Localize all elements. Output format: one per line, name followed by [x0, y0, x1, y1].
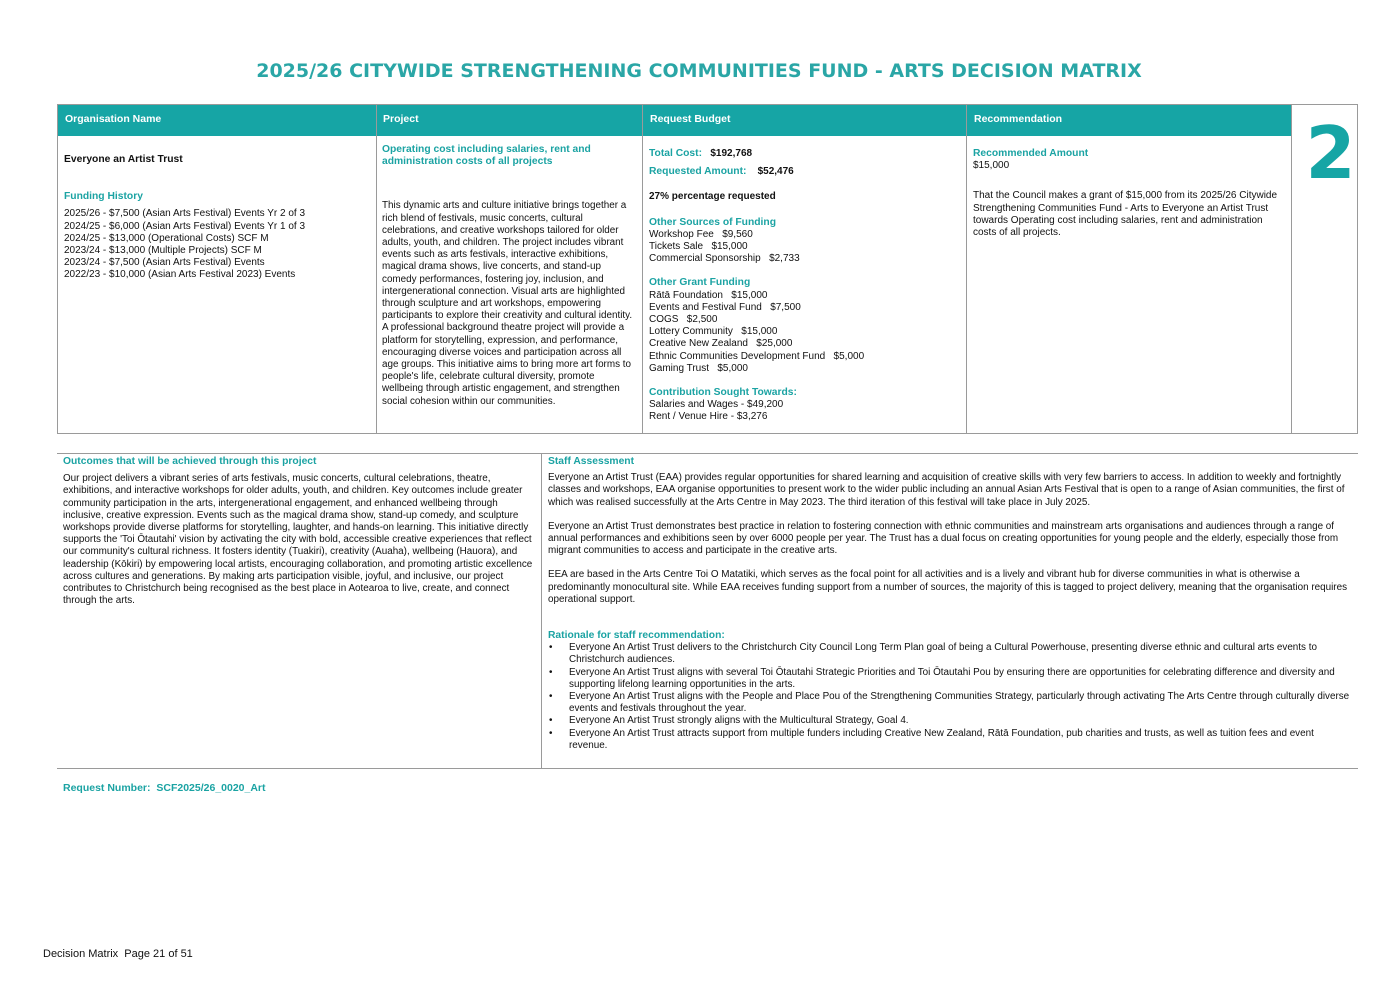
grant-amount: $25,000	[756, 338, 793, 350]
grant-amount: $5,000	[833, 350, 865, 362]
grant-amount: $15,000	[731, 289, 768, 301]
source-name: Workshop Fee	[649, 228, 714, 240]
header-recommendation: Recommendation	[967, 105, 1292, 136]
staff-paragraph: Everyone an Artist Trust demonstrates best practice in relation to fostering connection with ethnic communities and mainstream arts organisations and audiences through a range of annual performances and exhibitions seen by over 6000 people per year. The Trust has a dual focus on creating opportunities for young people and the elderly, especially those from migrant communities to access and participate in the creative arts.	[548, 520, 1339, 557]
requested-row	[649, 166, 960, 178]
grant-amount: $5,000	[717, 362, 748, 374]
staff-assessment-label: Staff Assessment	[548, 456, 635, 467]
request-number-label: Request Number:	[63, 782, 151, 794]
organisation-cell	[58, 136, 376, 433]
grant-amount: $7,500	[770, 301, 801, 313]
source-amount: $2,733	[769, 253, 800, 265]
funding-history-item: 2022/23 - $10,000 (Asian Arts Festival 2023) Events	[64, 269, 296, 281]
funding-history-item: 2024/25 - $13,000 (Operational Costs) SCF M	[64, 232, 269, 244]
header-organisation: Organisation Name	[58, 105, 376, 136]
column-divider	[1291, 105, 1292, 433]
grant-row	[649, 302, 960, 314]
funding-source-row	[649, 241, 960, 253]
organisation-name: Everyone an Artist Trust	[64, 154, 183, 165]
rationale-item: • Everyone An Artist Trust aligns with the People and Place Pou of the Strengthening Communities Strategy, particularly through activating The Arts Centre through culturally diverse events and festivals throughout the year.	[548, 691, 1352, 715]
grant-name: Events and Festival Fund	[649, 301, 762, 313]
grant-row	[649, 326, 960, 338]
page-footer: Decision Matrix Page 21 of 51	[43, 948, 193, 960]
grant-row	[649, 314, 960, 326]
funding-history-list	[64, 208, 370, 281]
matrix-number: 2	[1305, 111, 1356, 195]
contribution-item: Salaries and Wages - $49,200	[649, 399, 784, 411]
recommended-amount-label: Recommended Amount	[973, 148, 1089, 159]
header-project: Project	[376, 105, 643, 136]
rationale-label: Rationale for staff recommendation:	[548, 630, 725, 642]
request-number	[63, 782, 266, 794]
funding-history-label: Funding History	[64, 191, 143, 203]
funding-source-row	[649, 229, 960, 241]
rationale-item: • Everyone An Artist Trust attracts support from multiple funders including Creative New Zealand, Rātā Foundation, pub charities and trusts, as well as tuition fees and event revenue.	[548, 728, 1352, 752]
grant-row	[649, 351, 960, 363]
source-amount: $9,560	[722, 228, 753, 240]
outcomes-label: Outcomes that will be achieved through this project	[63, 456, 317, 467]
outcomes-cell	[63, 456, 533, 607]
funding-history-item: 2024/25 - $6,000 (Asian Arts Festival) Events Yr 1 of 3	[64, 220, 306, 232]
grant-amount: $15,000	[741, 326, 778, 338]
grant-name: Ethnic Communities Development Fund	[649, 350, 826, 362]
source-amount: $15,000	[711, 241, 748, 253]
project-title: Operating cost including salaries, rent and administration costs of all projects	[382, 144, 591, 168]
funding-source-row	[649, 253, 960, 265]
decision-matrix-table	[57, 104, 1358, 434]
contribution-item: Rent / Venue Hire - $3,276	[649, 411, 768, 423]
other-sources-label: Other Sources of Funding	[649, 216, 776, 228]
source-name: Tickets Sale	[649, 241, 704, 253]
grant-row	[649, 338, 960, 350]
column-divider	[541, 454, 542, 768]
outcomes-text: Our project delivers a vibrant series of arts festivals, music concerts, cultural celebrations, theatre, exhibitions, and interactive workshops for older adults, youth, and children. Key outcomes include greater community participation in the arts, intergenerational engagement, and enhanced wellbeing through inclusive, creative expression. Events such as the magical drama show, stand-up comedy, and sculpture workshops provide diverse platforms for storytelling, laughter, and hands-on learning. This initiative directly supports the 'Toi Ōtautahi' vision by activating the city with bold, accessible creative experiences that reflect our community's cultural richness. It fosters identity (Tuakiri), creativity (Auaha), wellbeing (Hauora), and leadership (Kōkiri) by empowering local artists, encouraging collaboration, and promoting artistic excellence across cultures and generations. By making arts participation visible, joyful, and inclusive, our project contributes to Christchurch being recognised as the best place in Aotearoa to live, create, and connect through the arts.	[63, 473, 533, 607]
project-description: This dynamic arts and culture initiative brings together a rich blend of festivals, music concerts, cultural celebrations, and creative workshops tailored for older adults, youth, and children. The project includes vibrant events such as arts festivals, interactive exhibitions, magical drama shows, live concerts, and stand-up comedy performances, fostering joy, inclusion, and intergenerational connection. Visual arts are highlighted through sculpture and art workshops, empowering participants to explore their creativity and cultural identity. A professional background theatre project will provide a platform for storytelling, expression, and performance, encouraging diverse voices and participation across all age groups. This initiative aims to bring more art forms to people's life, celebrate cultural diversity, promote wellbeing through artistic engagement, and strengthen social cohesion within our communities.	[382, 200, 633, 407]
recommendation-cell	[967, 136, 1291, 433]
other-sources-list	[649, 229, 960, 266]
rationale-list	[548, 642, 1352, 752]
recommendation-text: That the Council makes a grant of $15,000 from its 2025/26 Citywide Strengthening Communities Fund - Arts to Everyone an Artist Trust towards Operating cost including salaries, rent and administration costs of all projects.	[973, 190, 1278, 239]
source-name: Commercial Sponsorship	[649, 253, 761, 265]
grant-name: Gaming Trust	[649, 362, 710, 374]
budget-cell	[643, 136, 966, 433]
grant-name: Creative New Zealand	[649, 338, 748, 350]
recommended-amount: $15,000	[973, 160, 1010, 172]
request-number-value: SCF2025/26_0020_Art	[156, 782, 266, 794]
grant-name: Rātā Foundation	[649, 289, 723, 301]
grant-amount: $2,500	[686, 314, 718, 326]
funding-history-item: 2023/24 - $13,000 (Multiple Projects) SCF M	[64, 245, 262, 257]
staff-paragraph: Everyone an Artist Trust (EAA) provides regular opportunities for shared learning and acquisition of creative skills with very few barriers to access. In addition to weekly and fortnightly classes and workshops, EAA organise opportunities to present work to the wider public including an annual Asian Arts Festival that is open to a range of Asian communities, the first of which was realised successfully at the Arts Centre in May 2023. The third iteration of this festival will take place in July 2025.	[548, 472, 1345, 508]
staff-assessment-cell	[548, 456, 1352, 752]
project-cell	[376, 136, 642, 433]
grant-row	[649, 363, 960, 375]
other-grants-label: Other Grant Funding	[649, 277, 751, 289]
rationale-item: • Everyone An Artist Trust strongly aligns with the Multicultural Strategy, Goal 4.	[548, 715, 1352, 727]
header-budget: Request Budget	[643, 105, 967, 136]
grant-name: COGS	[649, 314, 679, 326]
requested-label: Requested Amount:	[649, 166, 747, 178]
grant-row	[649, 290, 960, 302]
other-grants-list	[649, 290, 960, 375]
assessment-section	[57, 453, 1358, 769]
page-title: 2025/26 CITYWIDE STRENGTHENING COMMUNITIES FUND - ARTS DECISION MATRIX	[256, 60, 1142, 82]
staff-paragraph: EEA are based in the Arts Centre Toi O Matatiki, which serves as the focal point for all activities and is a lively and vibrant hub for diverse communities in what is otherwise a predominantly monocultural site. While EAA receives funding support from a number of sources, the majority of this is tagged to project delivery, meaning that the organisation requires operational support.	[548, 569, 1348, 605]
requested-value: $52,476	[757, 166, 794, 178]
funding-history-item: 2025/26 - $7,500 (Asian Arts Festival) Events Yr 2 of 3	[64, 208, 306, 220]
total-cost-label: Total Cost:	[649, 148, 703, 159]
funding-history-item: 2023/24 - $7,500 (Asian Arts Festival) Events	[64, 257, 265, 269]
rationale-item: • Everyone An Artist Trust delivers to the Christchurch City Council Long Term Plan goal of being a Cultural Powerhouse, presenting diverse ethnic and cultural arts events to Christchurch audiences.	[548, 642, 1352, 666]
total-cost-value: $192,768	[710, 148, 753, 159]
grant-name: Lottery Community	[649, 326, 733, 338]
percentage-requested: 27% percentage requested	[649, 191, 776, 203]
contribution-label: Contribution Sought Towards:	[649, 387, 797, 399]
total-cost-row	[649, 148, 960, 160]
contribution-list	[649, 399, 960, 423]
rationale-item: • Everyone An Artist Trust aligns with several Toi Ōtautahi Strategic Priorities and Toi Ōtautahi Pou by ensuring there are opportunities for celebrating difference and diversity and supporting lifelong learning opportunities in the arts.	[548, 667, 1352, 691]
